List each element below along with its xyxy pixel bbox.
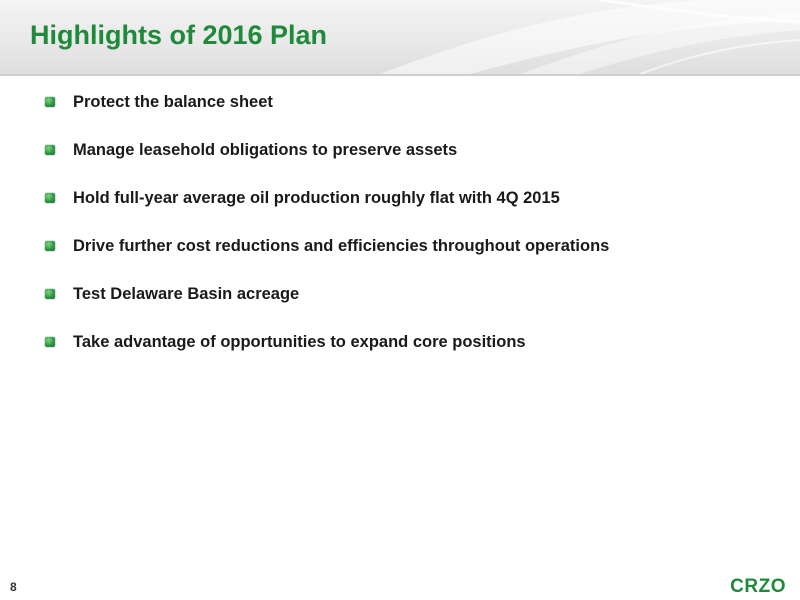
- page-number: 8: [10, 580, 17, 594]
- bullet-item: [45, 188, 609, 236]
- header-divider: [0, 74, 800, 76]
- green-square-bullet-icon: [45, 337, 55, 347]
- bullet-item: [45, 140, 609, 188]
- bullet-text: Drive further cost reductions and efficiencies throughout operations: [73, 237, 610, 255]
- bullet-text: Test Delaware Basin acreage: [73, 285, 300, 303]
- bullet-item: [45, 92, 609, 140]
- bullet-item: [45, 332, 609, 380]
- slide-header: [0, 0, 800, 74]
- green-square-bullet-icon: [45, 193, 55, 203]
- green-square-bullet-icon: [45, 97, 55, 107]
- bullet-item: [45, 236, 609, 284]
- company-logo: CRZO: [730, 576, 786, 597]
- green-square-bullet-icon: [45, 289, 55, 299]
- bullet-text: Manage leasehold obligations to preserve assets: [73, 141, 458, 159]
- green-square-bullet-icon: [45, 241, 55, 251]
- bullet-text: Take advantage of opportunities to expand core positions: [73, 333, 526, 351]
- slide-title: Highlights of 2016 Plan: [30, 20, 328, 50]
- bullet-text: Hold full-year average oil production roughly flat with 4Q 2015: [73, 189, 560, 207]
- bullet-list: [45, 92, 609, 380]
- green-square-bullet-icon: [45, 145, 55, 155]
- bullet-item: [45, 284, 609, 332]
- bullet-text: Protect the balance sheet: [73, 93, 273, 111]
